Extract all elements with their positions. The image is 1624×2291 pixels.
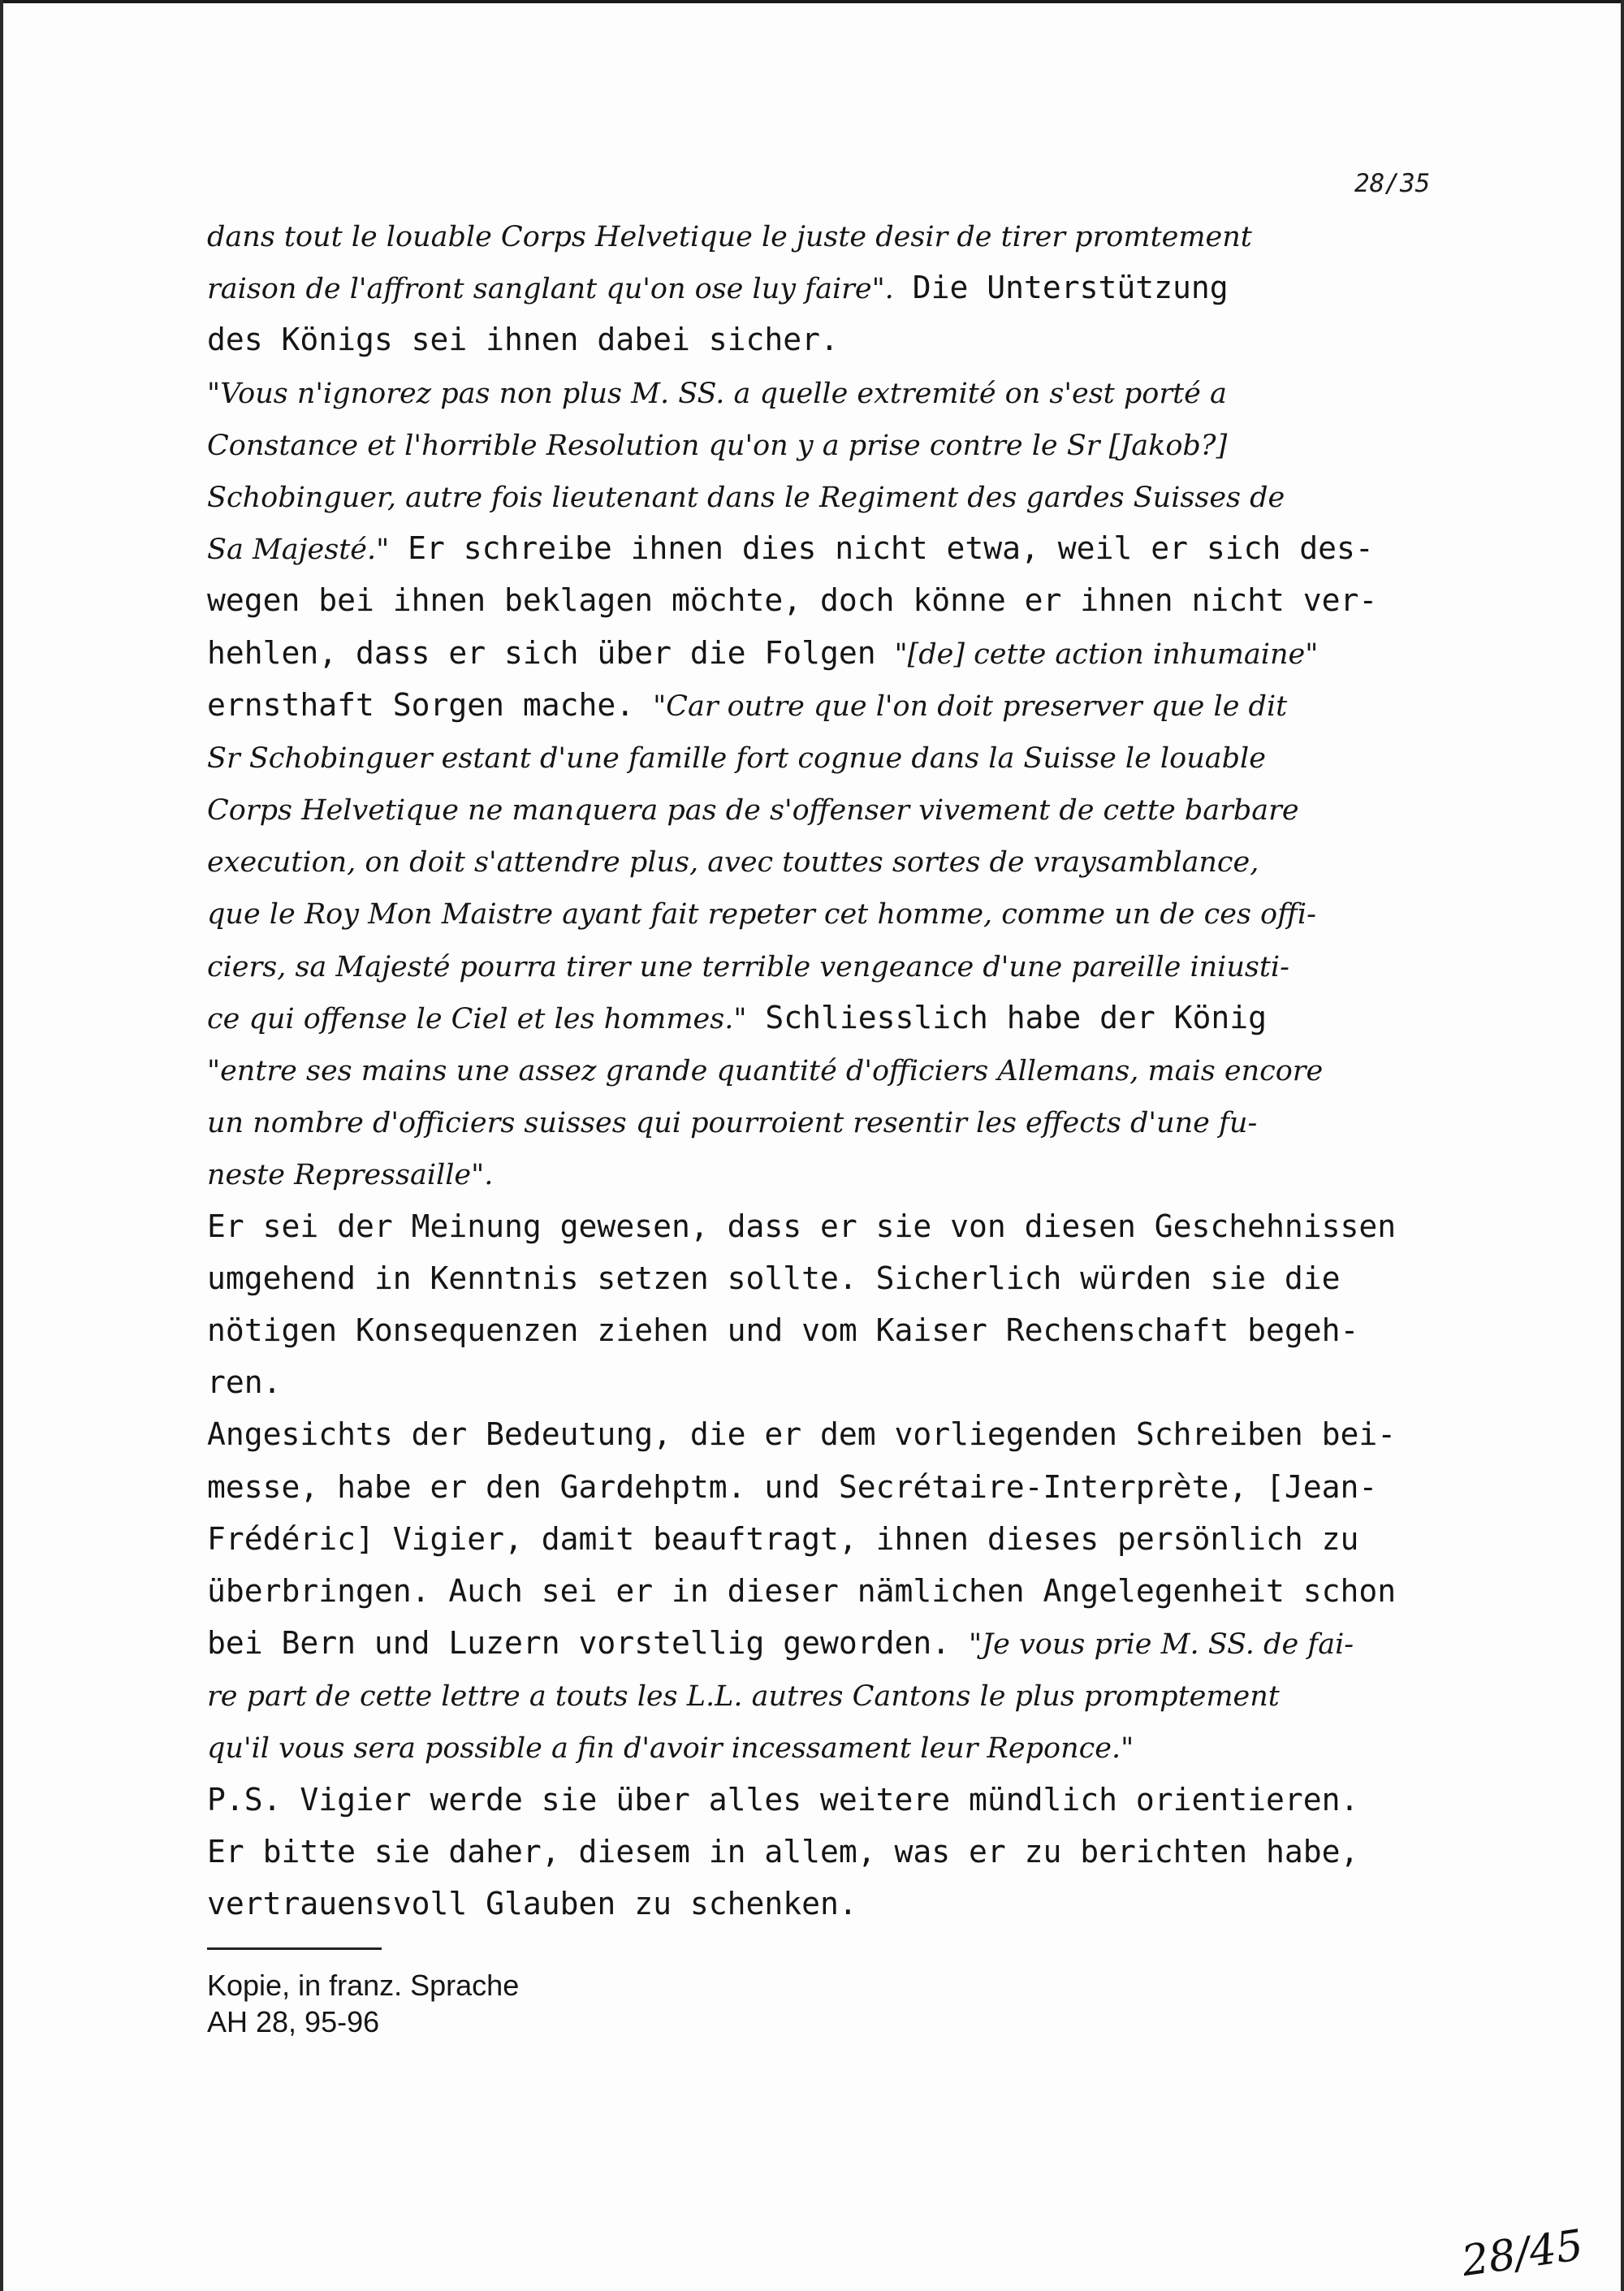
text-line	[207, 1565, 1474, 1617]
quoted-french-text: raison de l'affront sanglant qu'on ose luy faire".	[207, 273, 894, 306]
text-line	[207, 835, 1474, 887]
german-text: Angesichts der Bedeutung, die er dem vorliegenden Schreiben bei-	[207, 1416, 1397, 1453]
german-text: des Königs sei ihnen dabei sicher.	[207, 322, 839, 358]
quoted-french-text: ciers, sa Majesté pourra tirer une terrible vengeance d'une pareille iniusti-	[207, 950, 1289, 983]
text-line	[207, 1774, 1474, 1826]
text-line	[207, 1200, 1474, 1252]
text-line	[207, 262, 1474, 313]
german-text: hehlen, dass er sich über die Folgen	[207, 634, 895, 671]
quoted-french-text: Constance et l'horrible Resolution qu'on y a prise contre le Sr [Jakob?]	[207, 429, 1228, 462]
text-line	[207, 210, 1474, 262]
text-line	[207, 887, 1474, 939]
german-text: Frédéric] Vigier, damit beauftragt, ihnen dieses persönlich zu	[207, 1520, 1359, 1557]
german-text: bei Bern und Luzern vorstellig geworden.	[207, 1625, 969, 1662]
text-line	[207, 783, 1474, 835]
quoted-french-text: Sr Schobinguer estant d'une famille fort cognue dans la Suisse le louable	[207, 741, 1266, 775]
german-text: Er schreibe ihnen dies nicht etwa, weil er sich des-	[389, 530, 1374, 567]
text-line	[207, 1148, 1474, 1200]
text-line	[207, 627, 1474, 679]
scan-border-left	[0, 0, 3, 2291]
text-line	[207, 731, 1474, 783]
text-line	[207, 1669, 1474, 1721]
quoted-french-text: "Car outre que l'on doit preserver que le dit	[653, 689, 1288, 723]
german-text: Er bitte sie daher, diesem in allem, was er zu berichten habe,	[207, 1833, 1359, 1870]
body-text	[207, 210, 1474, 1930]
quoted-french-text: "entre ses mains une assez grande quantité d'officiers Allemans, mais encore	[207, 1055, 1324, 1087]
quoted-french-text: Corps Helvetique ne manquera pas de s'offenser vivement de cette barbare	[207, 794, 1299, 828]
text-line	[207, 522, 1474, 574]
text-line	[207, 418, 1474, 470]
quoted-french-text: Schobinguer, autre fois lieutenant dans le Regiment des gardes Suisses de	[207, 481, 1285, 514]
quoted-french-text: "Vous n'ignorez pas non plus M. SS. a quelle extremité on s'est porté a	[207, 377, 1227, 410]
german-text: wegen bei ihnen beklagen möchte, doch könne er ihnen nicht ver-	[207, 582, 1378, 619]
text-line	[207, 574, 1474, 626]
quoted-french-text: dans tout le louable Corps Helvetique le juste desir de tirer promtement	[207, 221, 1252, 253]
quoted-french-text: re part de cette lettre a touts les L.L. autres Cantons le plus promptement	[207, 1680, 1280, 1714]
footnote-line: Kopie, in franz. Sprache	[207, 1969, 520, 2002]
text-line	[207, 1096, 1474, 1148]
text-line	[207, 1252, 1474, 1304]
text-line	[207, 1513, 1474, 1565]
german-text: Er sei der Meinung gewesen, dass er sie von diesen Geschehnissen	[207, 1208, 1397, 1244]
german-text: vertrauensvoll Glauben zu schenken.	[207, 1886, 857, 1921]
german-text: Schliesslich habe der König	[746, 999, 1268, 1035]
text-line	[207, 1304, 1474, 1356]
german-text: umgehend in Kenntnis setzen sollte. Sicherlich würden sie die	[207, 1260, 1341, 1296]
text-line	[207, 313, 1474, 365]
german-text: ernsthaft Sorgen mache.	[207, 686, 654, 723]
quoted-french-text: "Je vous prie M. SS. de fai-	[969, 1628, 1354, 1662]
text-line	[207, 992, 1474, 1044]
german-text: P.S. Vigier werde sie über alles weitere mündlich orientieren.	[207, 1781, 1359, 1818]
quoted-french-text: "[de] cette action inhumaine"	[894, 638, 1319, 671]
handwritten-folio-number: 28/45	[1458, 2220, 1587, 2287]
text-line	[207, 679, 1474, 731]
text-line	[207, 940, 1474, 992]
german-text: ren.	[207, 1364, 282, 1401]
quoted-french-text: un nombre d'officiers suisses qui pourroient resentir les effects d'une fu-	[207, 1107, 1258, 1140]
text-line	[207, 1878, 1474, 1930]
text-line	[207, 1044, 1474, 1096]
footnote-line: AH 28, 95-96	[207, 2005, 380, 2038]
text-line	[207, 1721, 1474, 1773]
text-line	[207, 1408, 1474, 1460]
german-text: Die Unterstützung	[893, 270, 1229, 306]
quoted-french-text: ce qui offense le Ciel et les hommes."	[207, 1002, 747, 1035]
text-line	[207, 1826, 1474, 1878]
text-line	[207, 470, 1474, 522]
text-line	[207, 1617, 1474, 1669]
quoted-french-text: que le Roy Mon Maistre ayant fait repeter cet homme, comme un de ces offi-	[207, 898, 1316, 932]
german-text: überbringen. Auch sei er in dieser nämlichen Angelegenheit schon	[207, 1572, 1397, 1609]
quoted-french-text: qu'il vous sera possible a fin d'avoir incessament leur Reponce."	[207, 1732, 1134, 1766]
scan-border-top	[0, 0, 1624, 3]
quoted-french-text: neste Repressaille".	[207, 1159, 494, 1192]
page-number: 28/35	[1354, 169, 1431, 198]
footnote	[207, 1967, 519, 2040]
text-line	[207, 1356, 1474, 1408]
scan-border-right	[1621, 0, 1624, 2291]
text-line	[207, 366, 1474, 418]
quoted-french-text: Sa Majesté."	[207, 534, 390, 567]
quoted-french-text: execution, on doit s'attendre plus, avec touttes sortes de vraysamblance,	[207, 846, 1259, 880]
german-text: nötigen Konsequenzen ziehen und vom Kaiser Rechenschaft begeh-	[207, 1312, 1359, 1348]
text-line	[207, 1461, 1474, 1513]
german-text: messe, habe er den Gardehptm. und Secrétaire-Interprète, [Jean-	[207, 1468, 1378, 1505]
footnote-divider	[207, 1947, 382, 1950]
